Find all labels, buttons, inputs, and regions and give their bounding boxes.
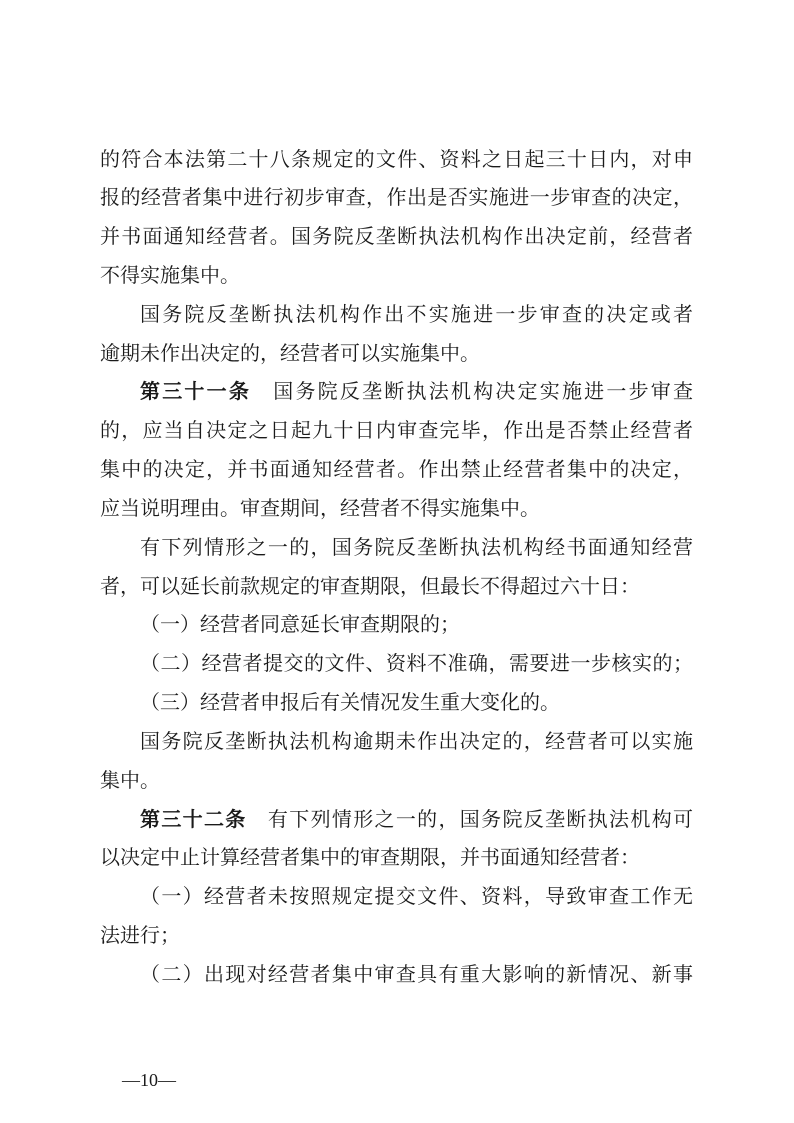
text-line: 的，应当自决定之日起九十日内审查完毕，作出是否禁止经营者 [100,420,693,443]
text-line article-31-heading: 第三十一条 国务院反垄断执法机构决定实施进一步审查 [140,381,694,404]
text-line: 法进行； [100,925,180,948]
text-line: 逾期未作出决定的，经营者可以实施集中。 [100,342,480,365]
text-line list-item-1: （一）经营者未按照规定提交文件、资料，导致审查工作无 [140,886,693,909]
text-line: 有下列情形之一的，国务院反垄断执法机构经书面通知经营 [140,536,693,559]
text-line list-item-2: （二）出现对经营者集中审查具有重大影响的新情况、新事 [140,963,693,986]
text-line list-item-2: （二）经营者提交的文件、资料不准确，需要进一步核实的； [140,653,693,676]
page-number: —10— [122,1070,176,1090]
text-line: 并书面通知经营者。国务院反垄断执法机构作出决定前，经营者 [100,226,693,249]
text-line: 的符合本法第二十八条规定的文件、资料之日起三十日内，对申 [100,148,693,171]
text-line: 者，可以延长前款规定的审查期限，但最长不得超过六十日： [100,575,640,598]
document-body [100,141,693,995]
text-line article-32-heading: 第三十二条 有下列情形之一的，国务院反垄断执法机构可 [140,808,694,831]
text-line: 应当说明理由。审查期间，经营者不得实施集中。 [100,497,540,520]
text-line: 国务院反垄断执法机构作出不实施进一步审查的决定或者 [140,303,693,326]
article-number-bold: 第三十一条 [140,381,252,404]
text-line: 报的经营者集中进行初步审查，作出是否实施进一步审查的决定， [100,187,693,210]
text-line: 不得实施集中。 [100,264,240,287]
text-line: 国务院反垄断执法机构逾期未作出决定的，经营者可以实施 [140,730,693,753]
text-line list-item-3: （三）经营者申报后有关情况发生重大变化的。 [140,692,560,715]
article-number-bold: 第三十二条 [140,808,247,831]
text-line: 集中的决定，并书面通知经营者。作出禁止经营者集中的决定， [100,459,693,482]
text-line: 以决定中止计算经营者集中的审查期限，并书面通知经营者： [100,847,640,870]
text-line list-item-1: （一）经营者同意延长审查期限的； [140,614,460,637]
text-line: 集中。 [100,769,160,792]
